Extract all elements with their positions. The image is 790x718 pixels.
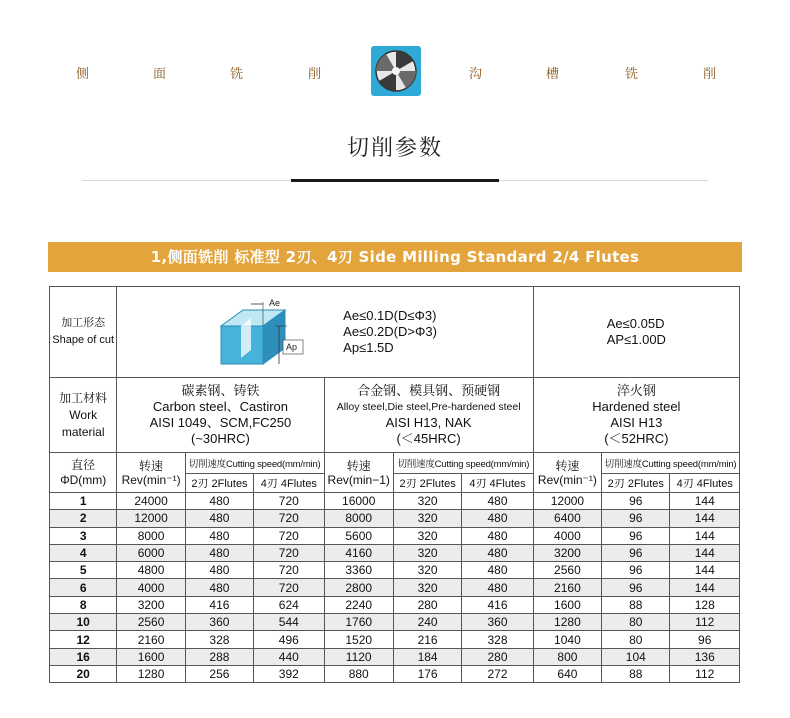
material-cn: 淬火钢: [616, 383, 656, 398]
table-row: [50, 510, 740, 527]
value-cell: 12000: [117, 510, 185, 527]
value-cell: 320: [393, 544, 461, 561]
ap-label: Ap: [286, 342, 298, 352]
nav-char: 削: [308, 67, 322, 82]
rev-header-en: Rev(min−1): [327, 472, 390, 487]
value-cell: 136: [670, 648, 740, 665]
nav-char: 铣: [625, 67, 639, 82]
value-cell: 2800: [324, 579, 393, 596]
value-cell: 16000: [324, 493, 393, 510]
formula-line: Ap≤1.5D: [343, 340, 394, 355]
nav-char: 槽: [546, 67, 560, 82]
nav-char: 铣: [230, 67, 244, 82]
value-cell: 480: [462, 510, 533, 527]
value-cell: 80: [602, 631, 670, 648]
table-body: [50, 493, 740, 683]
value-cell: 2160: [117, 631, 185, 648]
diameter-cell: 5: [50, 562, 117, 579]
value-cell: 176: [393, 665, 461, 682]
speed-header: [185, 453, 324, 474]
table-row: [50, 544, 740, 561]
flute4-header: [670, 474, 740, 493]
value-cell: 3200: [117, 596, 185, 613]
formula-line: Ae≤0.1D(D≤Φ3): [343, 308, 437, 323]
section-banner: 1,侧面铣削 标准型 2刃、4刃 Side Milling Standard 2/4 Flutes: [48, 242, 742, 272]
speed-header: [602, 453, 740, 474]
table-row: [50, 614, 740, 631]
value-cell: 96: [602, 527, 670, 544]
material-en: Carbon steel、Castiron: [152, 399, 288, 414]
flute4-header-text: 4刃 4Flutes: [469, 478, 526, 490]
ae-label: Ae: [269, 298, 281, 308]
value-cell: 8000: [324, 510, 393, 527]
value-cell: 640: [533, 665, 601, 682]
rev-header-en: Rev(min⁻¹): [121, 472, 181, 487]
rev-header: [533, 453, 601, 493]
material-hrc: (＜45HRC): [396, 431, 461, 446]
value-cell: 96: [602, 579, 670, 596]
value-cell: 184: [393, 648, 461, 665]
value-cell: 320: [393, 579, 461, 596]
diameter-header-en: ΦD(mm): [60, 472, 107, 487]
value-cell: 320: [393, 493, 461, 510]
value-cell: 328: [462, 631, 533, 648]
value-cell: 144: [670, 562, 740, 579]
material-cn: 合金钢、模具钢、预硬钢: [357, 383, 501, 398]
value-cell: 720: [254, 493, 324, 510]
value-cell: 96: [602, 510, 670, 527]
value-cell: 360: [462, 614, 533, 631]
flute4-header-text: 4刃 4Flutes: [676, 478, 733, 490]
nav-char: 削: [703, 67, 717, 82]
value-cell: 240: [393, 614, 461, 631]
diameter-header: [50, 453, 117, 493]
value-cell: 4160: [324, 544, 393, 561]
flute2-header: [185, 474, 253, 493]
diameter-header-cn: 直径: [71, 457, 96, 472]
flute2-header: [393, 474, 461, 493]
rev-header-en: Rev(min⁻¹): [537, 472, 597, 487]
speed-header-text: 切削速度Cutting speed(mm/min): [397, 459, 530, 470]
material-grade: AISI 1049、SCM,FC250: [149, 415, 292, 430]
value-cell: 416: [462, 596, 533, 613]
value-cell: 480: [462, 579, 533, 596]
diameter-cell: 2: [50, 510, 117, 527]
value-cell: 280: [462, 648, 533, 665]
shape-label-cell: [50, 287, 117, 378]
value-cell: 416: [185, 596, 253, 613]
value-cell: 1600: [117, 648, 185, 665]
value-cell: 2560: [117, 614, 185, 631]
value-cell: 24000: [117, 493, 185, 510]
speed-header-text: 切削速度Cutting speed(mm/min): [188, 459, 321, 470]
value-cell: 392: [254, 665, 324, 682]
value-cell: 96: [602, 493, 670, 510]
shape-label-en: Shape of cut: [52, 334, 115, 346]
value-cell: 288: [185, 648, 253, 665]
value-cell: 144: [670, 493, 740, 510]
value-cell: 480: [185, 527, 253, 544]
flute2-header-text: 2刃 2Flutes: [607, 478, 664, 490]
shape-standard-cell: [117, 287, 533, 378]
rev-header: [324, 453, 393, 493]
value-cell: 320: [393, 510, 461, 527]
value-cell: 480: [462, 527, 533, 544]
value-cell: 1040: [533, 631, 601, 648]
diameter-cell: 12: [50, 631, 117, 648]
speed-header: [393, 453, 533, 474]
title-underline: [291, 179, 499, 182]
value-cell: 2240: [324, 596, 393, 613]
nav-char: 面: [153, 67, 167, 82]
value-cell: 320: [393, 562, 461, 579]
formula-line: Ae≤0.05D: [606, 315, 665, 331]
diameter-cell: 10: [50, 614, 117, 631]
diameter-cell: 8: [50, 596, 117, 613]
value-cell: 4800: [117, 562, 185, 579]
formula-line: Ae≤0.2D(D>Φ3): [343, 324, 437, 339]
diameter-cell: 16: [50, 648, 117, 665]
value-cell: 800: [533, 648, 601, 665]
value-cell: 2160: [533, 579, 601, 596]
value-cell: 360: [185, 614, 253, 631]
material-label-cell: [50, 378, 117, 453]
formula-line: AP≤1.00D: [606, 331, 666, 347]
table-row: [50, 562, 740, 579]
value-cell: 544: [254, 614, 324, 631]
table-row: [50, 527, 740, 544]
value-cell: 720: [254, 579, 324, 596]
value-cell: 1120: [324, 648, 393, 665]
value-cell: 112: [670, 614, 740, 631]
material-hrc: (~30HRC): [191, 431, 250, 446]
value-cell: 104: [602, 648, 670, 665]
value-cell: 216: [393, 631, 461, 648]
material-grade: AISI H13, NAK: [385, 415, 472, 430]
flute2-header-text: 2刃 2Flutes: [399, 478, 456, 490]
rev-header-cn: 转速: [555, 458, 580, 473]
material-cn: 碳素钢、铸铁: [181, 383, 260, 398]
value-cell: 480: [462, 544, 533, 561]
diameter-cell: 1: [50, 493, 117, 510]
value-cell: 144: [670, 579, 740, 596]
standard-formula: [343, 308, 437, 356]
value-cell: 144: [670, 544, 740, 561]
value-cell: 1600: [533, 596, 601, 613]
nav-char: 侧: [76, 67, 90, 82]
value-cell: 480: [462, 493, 533, 510]
diameter-cell: 3: [50, 527, 117, 544]
value-cell: 4000: [117, 579, 185, 596]
value-cell: 320: [393, 527, 461, 544]
rev-header: [117, 453, 185, 493]
material-label-cn: 加工材料: [59, 390, 108, 405]
table-row: [50, 579, 740, 596]
value-cell: 720: [254, 562, 324, 579]
material-group-3: [533, 378, 739, 453]
diameter-cell: 20: [50, 665, 117, 682]
value-cell: 720: [254, 510, 324, 527]
value-cell: 4000: [533, 527, 601, 544]
value-cell: 480: [185, 493, 253, 510]
flute4-header: [254, 474, 324, 493]
value-cell: 720: [254, 544, 324, 561]
value-cell: 480: [185, 562, 253, 579]
shape-label-cn: 加工形态: [61, 317, 106, 329]
value-cell: 80: [602, 614, 670, 631]
page-title: 切削参数: [346, 136, 443, 161]
rev-header-cn: 转速: [139, 458, 164, 473]
material-label-en: material: [61, 424, 105, 439]
value-cell: 88: [602, 665, 670, 682]
diameter-cell: 6: [50, 579, 117, 596]
table-row: [50, 631, 740, 648]
value-cell: 112: [670, 665, 740, 682]
value-cell: 480: [185, 510, 253, 527]
flute2-header: [602, 474, 670, 493]
flute4-header-text: 4刃 4Flutes: [260, 478, 317, 490]
material-en: Alloy steel,Die steel,Pre-hardened steel: [336, 401, 521, 413]
value-cell: 880: [324, 665, 393, 682]
value-cell: 96: [602, 562, 670, 579]
value-cell: 280: [393, 596, 461, 613]
value-cell: 8000: [117, 527, 185, 544]
value-cell: 6400: [533, 510, 601, 527]
table-row: [50, 665, 740, 682]
shape-hardened-cell: [533, 287, 739, 378]
material-group-2: [324, 378, 533, 453]
top-nav: [0, 0, 790, 130]
material-grade: AISI H13: [610, 415, 663, 430]
value-cell: 480: [462, 562, 533, 579]
value-cell: 1280: [533, 614, 601, 631]
flute2-header-text: 2刃 2Flutes: [191, 478, 248, 490]
value-cell: 1280: [117, 665, 185, 682]
value-cell: 5600: [324, 527, 393, 544]
table-row: [50, 596, 740, 613]
value-cell: 496: [254, 631, 324, 648]
end-mill-cross-section-icon: [371, 46, 421, 96]
table-row: [50, 493, 740, 510]
value-cell: 96: [602, 544, 670, 561]
material-hrc: (＜52HRC): [604, 431, 669, 446]
table-row: [50, 648, 740, 665]
value-cell: 6000: [117, 544, 185, 561]
nav-char: 沟: [469, 67, 483, 82]
value-cell: 3360: [324, 562, 393, 579]
flute4-header: [462, 474, 533, 493]
material-group-1: [117, 378, 324, 453]
material-en: Hardened steel: [592, 399, 681, 414]
value-cell: 144: [670, 510, 740, 527]
value-cell: 3200: [533, 544, 601, 561]
value-cell: 144: [670, 527, 740, 544]
value-cell: 328: [185, 631, 253, 648]
value-cell: 88: [602, 596, 670, 613]
value-cell: 128: [670, 596, 740, 613]
diameter-cell: 4: [50, 544, 117, 561]
value-cell: 96: [670, 631, 740, 648]
value-cell: 480: [185, 579, 253, 596]
hardened-formula: [607, 316, 666, 348]
value-cell: 440: [254, 648, 324, 665]
value-cell: 256: [185, 665, 253, 682]
rev-header-cn: 转速: [346, 458, 371, 473]
material-label-en: Work: [69, 407, 98, 422]
cutting-parameters-table: [49, 286, 740, 683]
value-cell: 720: [254, 527, 324, 544]
value-cell: 2560: [533, 562, 601, 579]
value-cell: 12000: [533, 493, 601, 510]
speed-header-text: 切削速度Cutting speed(mm/min): [604, 459, 737, 470]
value-cell: 1760: [324, 614, 393, 631]
value-cell: 480: [185, 544, 253, 561]
value-cell: 1520: [324, 631, 393, 648]
cut-shape-diagram: [213, 296, 313, 368]
value-cell: 272: [462, 665, 533, 682]
value-cell: 624: [254, 596, 324, 613]
